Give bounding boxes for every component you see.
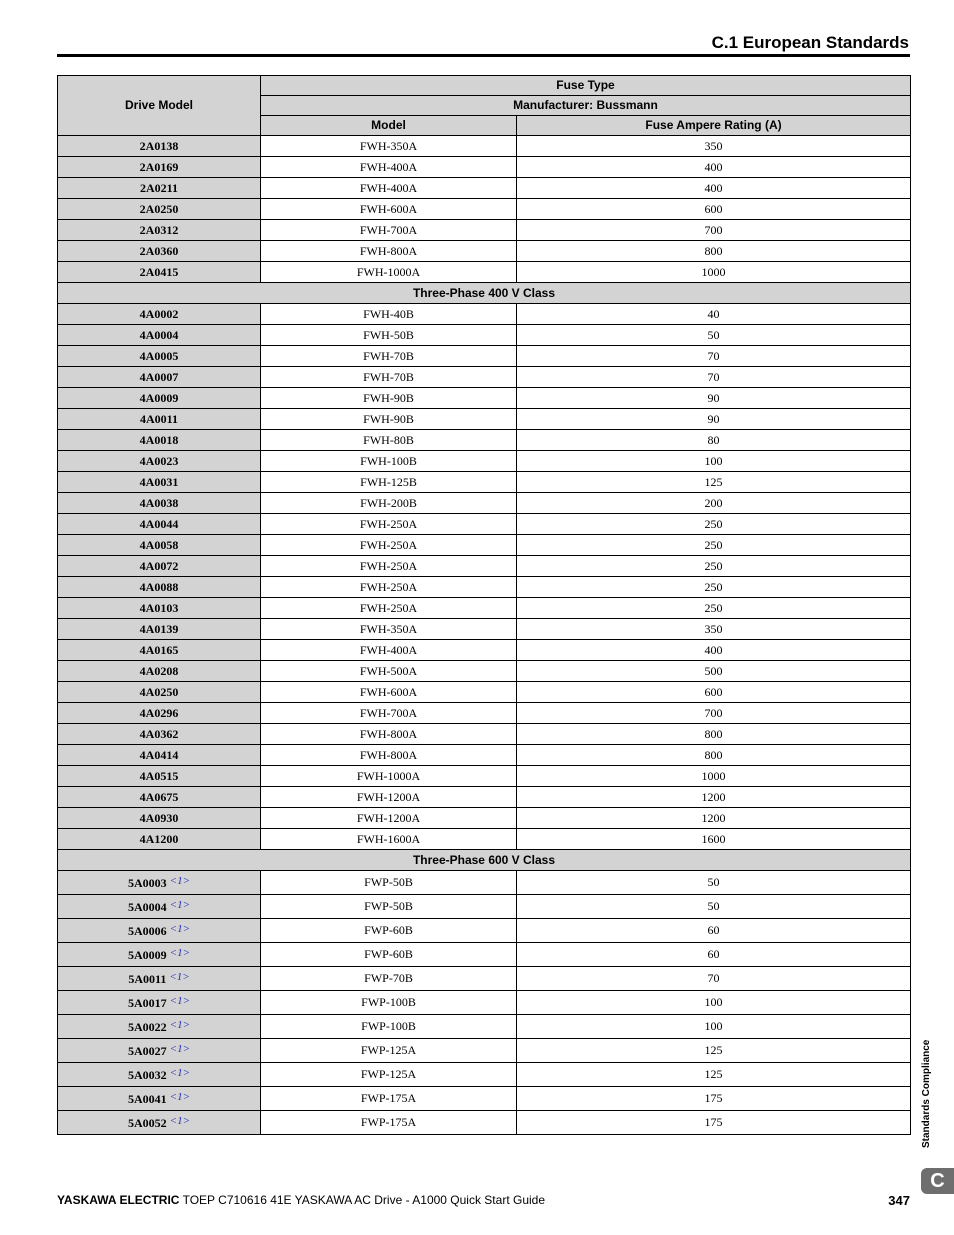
- footnote-link[interactable]: <1>: [169, 947, 191, 959]
- table-row: [58, 1039, 911, 1063]
- table-row: [58, 640, 911, 661]
- table-row: [58, 430, 911, 451]
- fuse-rating: 800: [517, 724, 911, 745]
- fuse-model: FWH-40B: [261, 304, 517, 325]
- drive-model-cell: [58, 430, 261, 451]
- fuse-rating: 125: [517, 1039, 911, 1063]
- table-row: [58, 514, 911, 535]
- table-row: [58, 871, 911, 895]
- fuse-model: FWP-50B: [261, 871, 517, 895]
- class-row: [58, 850, 911, 871]
- header-rule: [57, 54, 910, 57]
- fuse-model: FWH-250A: [261, 577, 517, 598]
- header-fuse-type: Fuse Type: [261, 76, 911, 96]
- footnote-link[interactable]: <1>: [169, 899, 191, 911]
- drive-model-cell: [58, 991, 261, 1015]
- table-row: [58, 1111, 911, 1135]
- fuse-rating: 250: [517, 598, 911, 619]
- fuse-rating: 90: [517, 388, 911, 409]
- table-row: [58, 661, 911, 682]
- fuse-rating: 250: [517, 577, 911, 598]
- fuse-model: FWH-800A: [261, 241, 517, 262]
- footer-brand: YASKAWA ELECTRIC: [57, 1193, 180, 1207]
- drive-model-cell: [58, 178, 261, 199]
- fuse-rating: 800: [517, 745, 911, 766]
- table-row: [58, 943, 911, 967]
- drive-model-cell: [58, 640, 261, 661]
- fuse-rating: 70: [517, 967, 911, 991]
- fuse-rating: 350: [517, 619, 911, 640]
- fuse-model: FWH-400A: [261, 178, 517, 199]
- fuse-model: FWH-90B: [261, 388, 517, 409]
- drive-model: 4A0515: [139, 768, 179, 783]
- fuse-model: FWH-400A: [261, 640, 517, 661]
- fuse-rating: 125: [517, 472, 911, 493]
- drive-model-cell: [58, 577, 261, 598]
- class-heading: Three-Phase 600 V Class: [58, 850, 911, 871]
- fuse-rating: 125: [517, 1063, 911, 1087]
- fuse-model: FWH-250A: [261, 556, 517, 577]
- table-row: [58, 157, 911, 178]
- drive-model-cell: [58, 808, 261, 829]
- drive-model: 2A0169: [139, 159, 179, 174]
- drive-model: 4A0005: [139, 348, 179, 363]
- table-row: [58, 991, 911, 1015]
- drive-model: 2A0360: [139, 243, 179, 258]
- table-row: [58, 745, 911, 766]
- drive-model-cell: [58, 766, 261, 787]
- fuse-model: FWH-70B: [261, 346, 517, 367]
- table-row: [58, 724, 911, 745]
- fuse-model: FWH-125B: [261, 472, 517, 493]
- drive-model: 4A0296: [139, 705, 179, 720]
- drive-model-cell: [58, 388, 261, 409]
- drive-model: 5A0017: [127, 996, 167, 1010]
- table-row: [58, 1015, 911, 1039]
- fuse-model: FWP-175A: [261, 1111, 517, 1135]
- fuse-model: FWH-50B: [261, 325, 517, 346]
- fuse-model: FWH-400A: [261, 157, 517, 178]
- drive-model: 2A0138: [139, 138, 179, 153]
- fuse-rating: 400: [517, 178, 911, 199]
- drive-model-cell: [58, 472, 261, 493]
- table-row: [58, 577, 911, 598]
- fuse-rating: 100: [517, 991, 911, 1015]
- drive-model-cell: [58, 1063, 261, 1087]
- fuse-rating: 1200: [517, 787, 911, 808]
- drive-model-cell: [58, 157, 261, 178]
- fuse-rating: 60: [517, 943, 911, 967]
- header-drive-model: Drive Model: [58, 76, 261, 136]
- table-row: [58, 535, 911, 556]
- fuse-model: FWP-60B: [261, 943, 517, 967]
- fuse-rating: 175: [517, 1111, 911, 1135]
- drive-model-cell: [58, 1039, 261, 1063]
- table-row: [58, 493, 911, 514]
- table-row: [58, 895, 911, 919]
- drive-model: 4A0139: [139, 621, 179, 636]
- fuse-model: FWH-350A: [261, 619, 517, 640]
- drive-model-cell: [58, 619, 261, 640]
- side-label: Standards Compliance: [921, 1039, 932, 1148]
- drive-model-cell: [58, 1087, 261, 1111]
- fuse-model: FWP-175A: [261, 1087, 517, 1111]
- fuse-model: FWH-800A: [261, 745, 517, 766]
- drive-model-cell: [58, 220, 261, 241]
- fuse-model: FWH-90B: [261, 409, 517, 430]
- fuse-model: FWH-250A: [261, 535, 517, 556]
- drive-model-cell: [58, 1111, 261, 1135]
- header-rating: Fuse Ampere Rating (A): [517, 116, 911, 136]
- fuse-model: FWH-200B: [261, 493, 517, 514]
- fuse-rating: 1600: [517, 829, 911, 850]
- drive-model-cell: [58, 682, 261, 703]
- drive-model: 5A0022: [127, 1020, 167, 1034]
- drive-model: 4A0058: [139, 537, 179, 552]
- drive-model: 4A0038: [139, 495, 179, 510]
- fuse-model: FWP-70B: [261, 967, 517, 991]
- table-row: [58, 388, 911, 409]
- drive-model: 4A0018: [139, 432, 179, 447]
- table-row: [58, 241, 911, 262]
- drive-model-cell: [58, 535, 261, 556]
- drive-model-cell: [58, 409, 261, 430]
- footnote-link[interactable]: <1>: [169, 971, 190, 983]
- drive-model-cell: [58, 367, 261, 388]
- fuse-model: FWP-100B: [261, 1015, 517, 1039]
- fuse-rating: 50: [517, 325, 911, 346]
- drive-model-cell: [58, 493, 261, 514]
- drive-model: 2A0211: [139, 180, 178, 195]
- table-row: [58, 703, 911, 724]
- fuse-model: FWH-1000A: [261, 262, 517, 283]
- drive-model-cell: [58, 724, 261, 745]
- drive-model-cell: [58, 598, 261, 619]
- footnote-link[interactable]: <1>: [169, 1115, 191, 1127]
- table-row: [58, 451, 911, 472]
- fuse-rating: 90: [517, 409, 911, 430]
- drive-model: 4A0930: [139, 810, 179, 825]
- drive-model: 5A0003: [127, 876, 167, 890]
- drive-model: 4A0004: [139, 327, 179, 342]
- drive-model: 4A0208: [139, 663, 179, 678]
- drive-model-cell: [58, 514, 261, 535]
- table-row: [58, 556, 911, 577]
- drive-model: 4A0250: [139, 684, 179, 699]
- drive-model: 4A0007: [139, 369, 179, 384]
- table-row: [58, 766, 911, 787]
- table-row: [58, 325, 911, 346]
- table-row: [58, 136, 911, 157]
- drive-model-cell: [58, 895, 261, 919]
- fuse-rating: 70: [517, 367, 911, 388]
- fuse-model: FWP-125A: [261, 1039, 517, 1063]
- fuse-model: FWH-700A: [261, 703, 517, 724]
- fuse-rating: 70: [517, 346, 911, 367]
- drive-model: 2A0415: [139, 264, 179, 279]
- chapter-tab: C: [921, 1168, 954, 1194]
- fuse-rating: 700: [517, 703, 911, 724]
- drive-model-cell: [58, 325, 261, 346]
- drive-model-cell: [58, 346, 261, 367]
- drive-model: 4A0103: [139, 600, 179, 615]
- drive-model: 4A0044: [139, 516, 179, 531]
- class-row: [58, 283, 911, 304]
- drive-model-cell: [58, 829, 261, 850]
- fuse-rating: 600: [517, 199, 911, 220]
- fuse-rating: 40: [517, 304, 911, 325]
- fuse-rating: 400: [517, 157, 911, 178]
- drive-model: 4A0414: [139, 747, 179, 762]
- table-row: [58, 967, 911, 991]
- fuse-rating: 1000: [517, 766, 911, 787]
- fuse-rating: 100: [517, 1015, 911, 1039]
- drive-model-cell: [58, 871, 261, 895]
- drive-model: 4A0002: [139, 306, 179, 321]
- drive-model: 4A0165: [139, 642, 179, 657]
- drive-model: 5A0052: [127, 1116, 167, 1130]
- drive-model-cell: [58, 136, 261, 157]
- fuse-model: FWH-500A: [261, 661, 517, 682]
- table-row: [58, 409, 911, 430]
- page-number: 347: [888, 1193, 910, 1208]
- drive-model-cell: [58, 451, 261, 472]
- fuse-model: FWH-700A: [261, 220, 517, 241]
- fuse-rating: 1000: [517, 262, 911, 283]
- table-row: [58, 919, 911, 943]
- fuse-model: FWH-100B: [261, 451, 517, 472]
- drive-model: 4A1200: [139, 831, 179, 846]
- table-row: [58, 829, 911, 850]
- table-row: [58, 682, 911, 703]
- fuse-model: FWP-60B: [261, 919, 517, 943]
- fuse-model: FWH-1000A: [261, 766, 517, 787]
- fuse-model: FWH-70B: [261, 367, 517, 388]
- table-row: [58, 346, 911, 367]
- table-body: [58, 136, 911, 1135]
- fuse-model: FWP-125A: [261, 1063, 517, 1087]
- fuse-rating: 350: [517, 136, 911, 157]
- fuse-rating: 175: [517, 1087, 911, 1111]
- fuse-rating: 250: [517, 535, 911, 556]
- footnote-link[interactable]: <1>: [169, 1067, 191, 1079]
- fuse-rating: 400: [517, 640, 911, 661]
- fuse-model: FWH-600A: [261, 199, 517, 220]
- drive-model-cell: [58, 556, 261, 577]
- fuse-model: FWH-350A: [261, 136, 517, 157]
- fuse-rating: 60: [517, 919, 911, 943]
- fuse-model: FWH-250A: [261, 514, 517, 535]
- fuse-model: FWH-80B: [261, 430, 517, 451]
- fuse-rating: 700: [517, 220, 911, 241]
- drive-model: 4A0675: [139, 789, 179, 804]
- drive-model-cell: [58, 661, 261, 682]
- table-row: [58, 178, 911, 199]
- table-row: [58, 220, 911, 241]
- fuse-model: FWP-50B: [261, 895, 517, 919]
- drive-model: 2A0250: [139, 201, 179, 216]
- fuse-table: [57, 75, 911, 1135]
- drive-model: 4A0011: [139, 411, 178, 426]
- fuse-model: FWH-1200A: [261, 787, 517, 808]
- drive-model-cell: [58, 943, 261, 967]
- drive-model-cell: [58, 304, 261, 325]
- table-row: [58, 598, 911, 619]
- footnote-link[interactable]: <1>: [169, 923, 191, 935]
- drive-model: 4A0031: [139, 474, 179, 489]
- fuse-rating: 50: [517, 895, 911, 919]
- fuse-rating: 250: [517, 514, 911, 535]
- footnote-link[interactable]: <1>: [169, 1091, 191, 1103]
- table-row: [58, 304, 911, 325]
- footnote-link[interactable]: <1>: [169, 875, 191, 887]
- drive-model: 5A0041: [127, 1092, 167, 1106]
- table-row: [58, 262, 911, 283]
- drive-model: 4A0362: [139, 726, 179, 741]
- fuse-rating: 200: [517, 493, 911, 514]
- fuse-rating: 100: [517, 451, 911, 472]
- drive-model: 5A0027: [127, 1044, 167, 1058]
- header-model: Model: [261, 116, 517, 136]
- drive-model: 4A0072: [139, 558, 179, 573]
- drive-model: 5A0006: [127, 924, 167, 938]
- fuse-model: FWH-1200A: [261, 808, 517, 829]
- footer-doc: TOEP C710616 41E YASKAWA AC Drive - A1000 Quick Start Guide: [182, 1193, 546, 1207]
- drive-model: 5A0004: [127, 900, 167, 914]
- footnote-link[interactable]: <1>: [169, 1019, 191, 1031]
- drive-model-cell: [58, 787, 261, 808]
- section-title: C.1 European Standards: [711, 33, 909, 52]
- drive-model: 4A0088: [139, 579, 179, 594]
- drive-model: 5A0011: [128, 972, 167, 986]
- drive-model-cell: [58, 199, 261, 220]
- drive-model-cell: [58, 919, 261, 943]
- drive-model: 2A0312: [139, 222, 179, 237]
- fuse-rating: 500: [517, 661, 911, 682]
- drive-model-cell: [58, 703, 261, 724]
- table-row: [58, 808, 911, 829]
- table-row: [58, 1087, 911, 1111]
- table-row: [58, 619, 911, 640]
- drive-model: 5A0009: [127, 948, 167, 962]
- drive-model: 4A0009: [139, 390, 179, 405]
- fuse-rating: 250: [517, 556, 911, 577]
- fuse-rating: 80: [517, 430, 911, 451]
- footnote-link[interactable]: <1>: [169, 995, 191, 1007]
- fuse-rating: 1200: [517, 808, 911, 829]
- drive-model: 5A0032: [127, 1068, 167, 1082]
- fuse-model: FWP-100B: [261, 991, 517, 1015]
- fuse-rating: 50: [517, 871, 911, 895]
- footer: [57, 1193, 910, 1207]
- fuse-rating: 600: [517, 682, 911, 703]
- drive-model-cell: [58, 241, 261, 262]
- table-row: [58, 199, 911, 220]
- drive-model-cell: [58, 262, 261, 283]
- fuse-model: FWH-800A: [261, 724, 517, 745]
- drive-model-cell: [58, 745, 261, 766]
- table-row: [58, 367, 911, 388]
- class-heading: Three-Phase 400 V Class: [58, 283, 911, 304]
- table-row: [58, 1063, 911, 1087]
- drive-model-cell: [58, 1015, 261, 1039]
- drive-model: 4A0023: [139, 453, 179, 468]
- drive-model-cell: [58, 967, 261, 991]
- footnote-link[interactable]: <1>: [169, 1043, 191, 1055]
- fuse-model: FWH-250A: [261, 598, 517, 619]
- table-row: [58, 472, 911, 493]
- fuse-rating: 800: [517, 241, 911, 262]
- fuse-model: FWH-600A: [261, 682, 517, 703]
- header-manufacturer: Manufacturer: Bussmann: [261, 96, 911, 116]
- fuse-model: FWH-1600A: [261, 829, 517, 850]
- table-row: [58, 787, 911, 808]
